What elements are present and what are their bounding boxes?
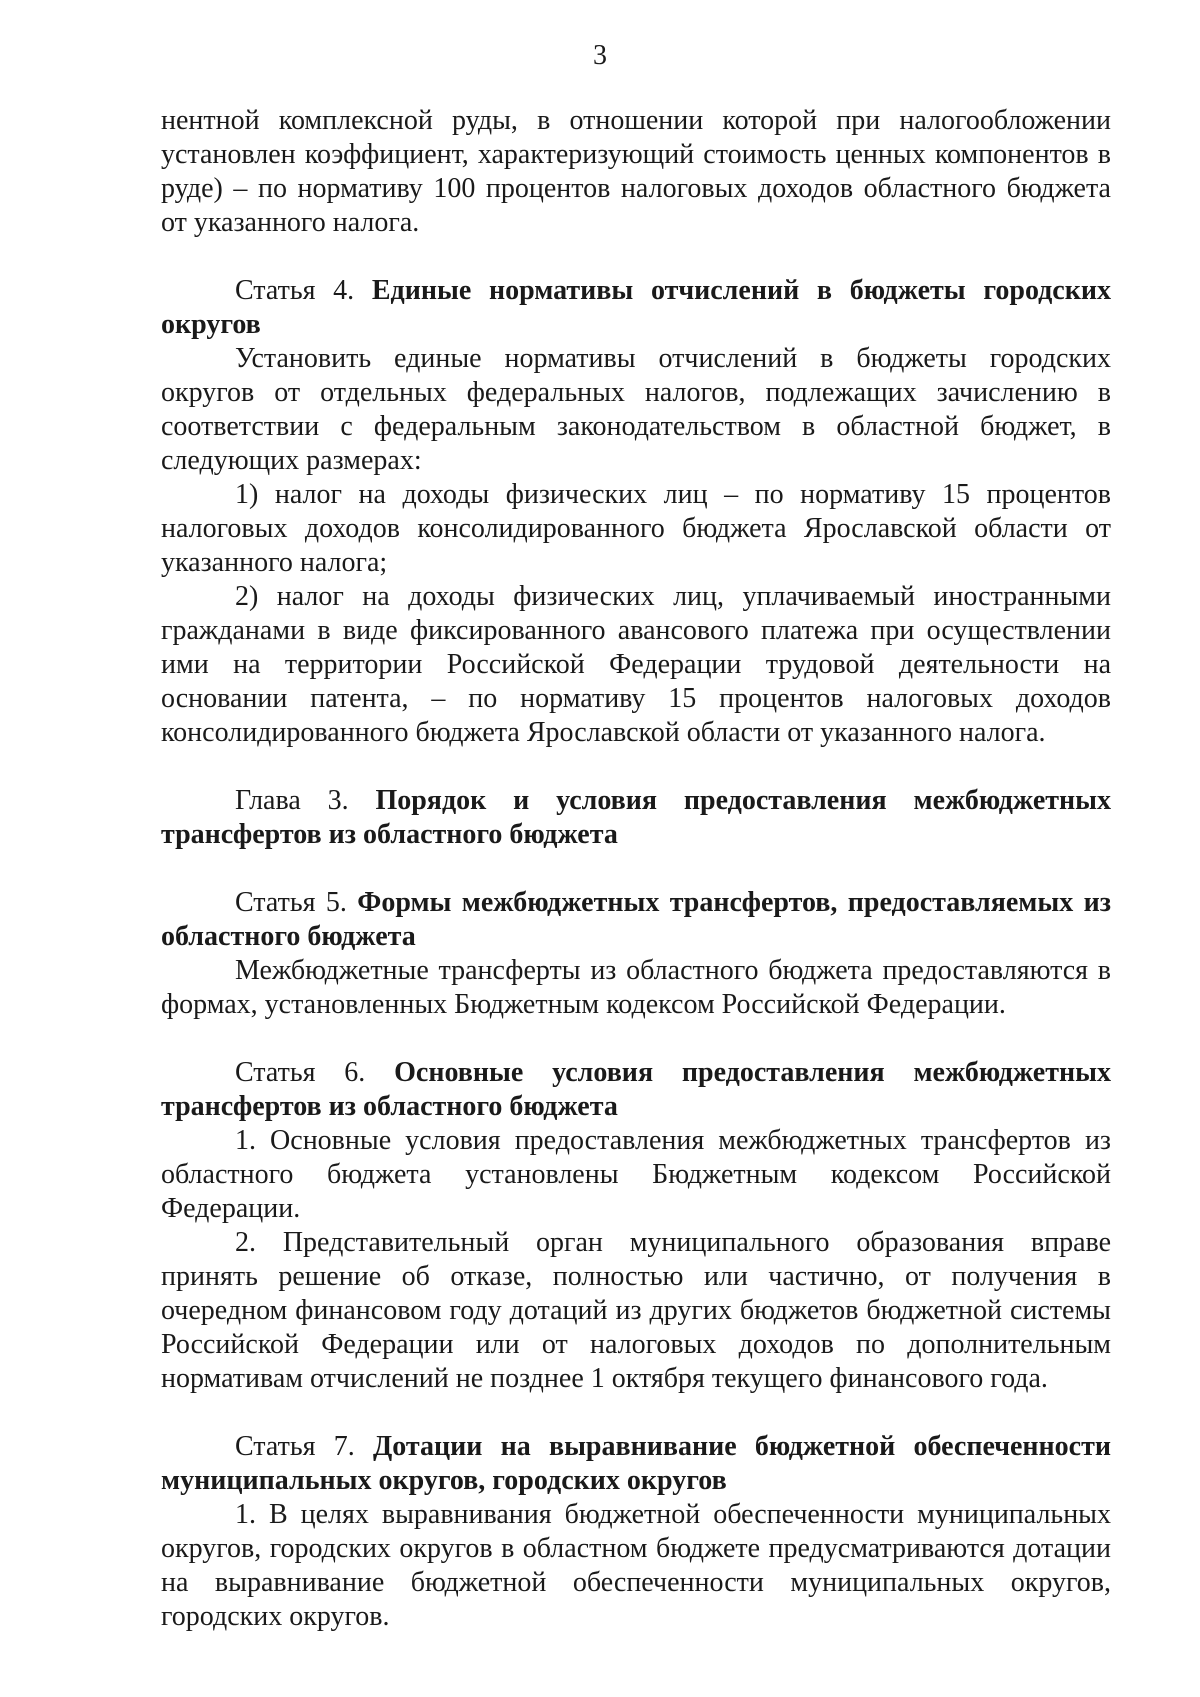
chapter-3-heading xyxy=(161,784,1111,852)
article-5-paragraph: Межбюджетные трансферты из областного бюджета предоставляются в формах, установленных Бюджетным кодексом Российской Федерации. xyxy=(161,955,1111,1020)
article-4-title: Единые нормативы отчислений в бюджеты городских округов xyxy=(161,275,1111,340)
page-number: 3 xyxy=(593,40,607,71)
article-5-lead: Статья 5. xyxy=(235,887,358,918)
article-4-heading xyxy=(161,274,1111,342)
article-6-heading xyxy=(161,1056,1111,1124)
article-4 xyxy=(161,274,1111,750)
article-6-paragraph: 1. Основные условия предоставления межбюджетных трансфертов из областного бюджета установлены Бюджетным кодексом Российской Федерации. xyxy=(161,1125,1111,1224)
article-7-lead: Статья 7. xyxy=(235,1431,373,1462)
article-7-heading xyxy=(161,1430,1111,1498)
article-4-paragraph: Установить единые нормативы отчислений в бюджеты городских округов от отдельных федеральных налогов, подлежащих зачислению в соответствии с федеральным законодательством в областной бюджет, в следующих размерах: xyxy=(161,343,1111,476)
article-6-paragraph: 2. Представительный орган муниципального образования вправе принять решение об отказе, полностью или частично, от получения в очередном финансовом году дотаций из других бюджетов бюджетной системы Российской Федерации или от налоговых доходов по дополнительным нормативам отчислений не позднее 1 октября текущего финансового года. xyxy=(161,1227,1111,1394)
article-4-paragraph: 1) налог на доходы физических лиц – по нормативу 15 процентов налоговых доходов консолидированного бюджета Ярославской области от указанного налога; xyxy=(161,479,1111,578)
article-7-paragraph: 1. В целях выравнивания бюджетной обеспеченности муниципальных округов, городских округов в областном бюджете предусматриваются дотации на выравнивание бюджетной обеспеченности муниципальных округов, городских округов. xyxy=(161,1499,1111,1632)
chapter-3-lead: Глава 3. xyxy=(235,785,376,816)
article-5-title: Формы межбюджетных трансфертов, предоставляемых из областного бюджета xyxy=(161,887,1111,952)
article-5 xyxy=(161,886,1111,1022)
article-6-lead: Статья 6. xyxy=(235,1057,395,1088)
article-4-lead: Статья 4. xyxy=(235,275,372,306)
article-7 xyxy=(161,1430,1111,1634)
article-4-paragraph: 2) налог на доходы физических лиц, уплачиваемый иностранными гражданами в виде фиксированного авансового платежа при осуществлении ими на территории Российской Федерации трудовой деятельности на основании патента, – по нормативу 15 процентов налоговых доходов консолидированного бюджета Ярославской области от указанного налога. xyxy=(161,581,1111,748)
intro-paragraph: нентной комплексной руды, в отношении которой при налогообложении установлен коэффициент, характеризующий стоимость ценных компонентов в руде) – по нормативу 100 процентов налоговых доходов областного бюджета от указанного налога. xyxy=(161,105,1111,238)
article-7-title: Дотации на выравнивание бюджетной обеспеченности муниципальных округов, городских округов xyxy=(161,1431,1111,1496)
chapter-3-title: Порядок и условия предоставления межбюджетных трансфертов из областного бюджета xyxy=(161,785,1111,850)
document-body xyxy=(161,104,1111,1634)
article-6-title: Основные условия предоставления межбюджетных трансфертов из областного бюджета xyxy=(161,1057,1111,1122)
chapter-3 xyxy=(161,784,1111,852)
article-5-heading xyxy=(161,886,1111,954)
article-6 xyxy=(161,1056,1111,1396)
